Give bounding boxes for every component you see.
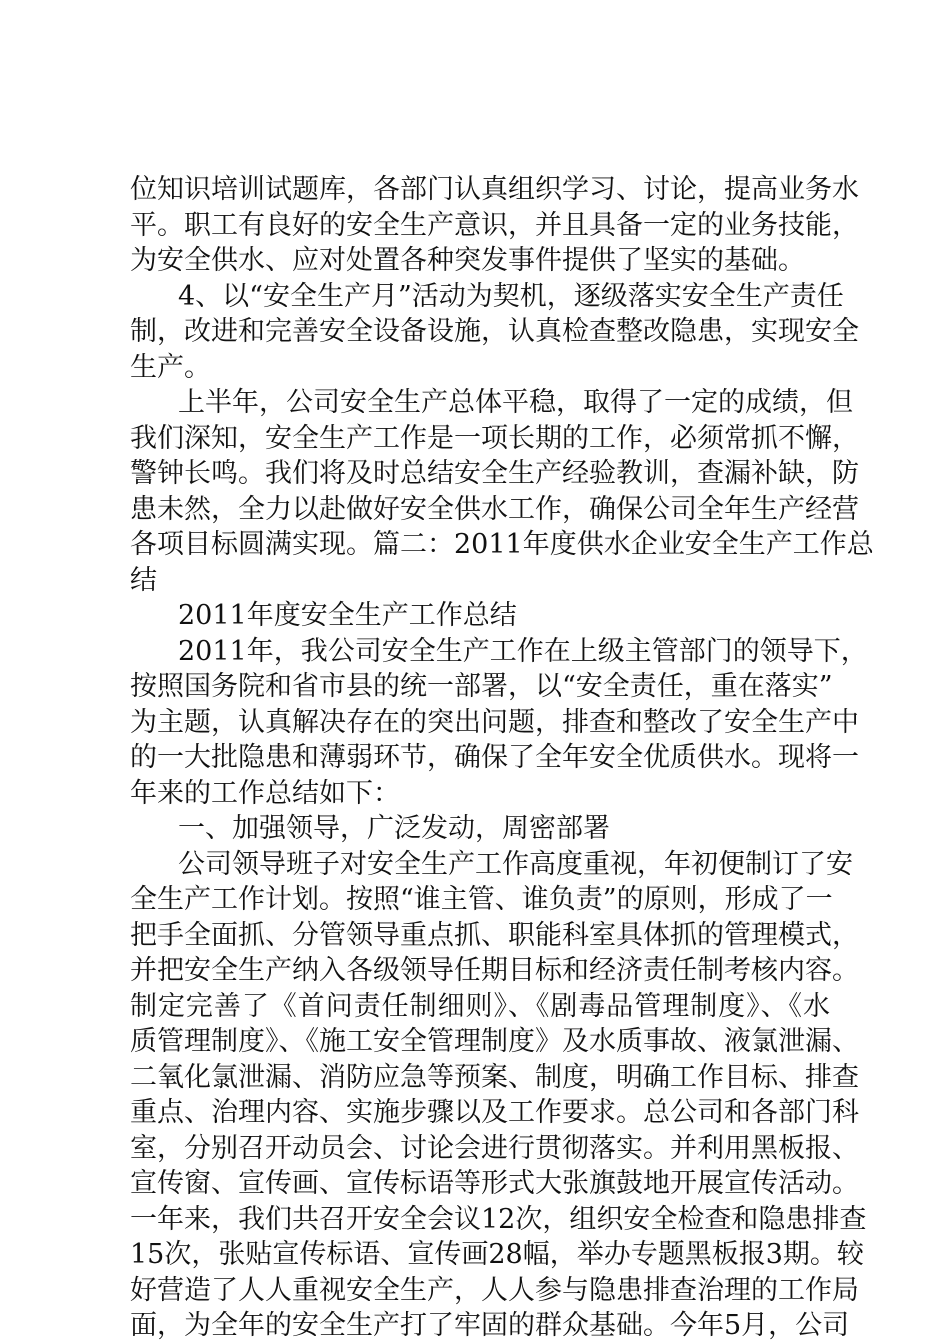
text-line: 好营造了人人重视安全生产，人人参与隐患排查治理的工作局 xyxy=(130,1274,859,1306)
text-line: 宣传窗、宣传画、宣传标语等形式大张旗鼓地开展宣传活动。 xyxy=(130,1168,859,1199)
text-line: 一年来，我们共召开安全会议12次，组织安全检查和隐患排查 xyxy=(130,1203,867,1235)
text-line: 平。职工有良好的安全生产意识，并且具备一定的业务技能， xyxy=(130,209,859,241)
text-line: 把手全面抓、分管领导重点抓、职能科室具体抓的管理模式， xyxy=(130,919,859,951)
text-line: 室，分别召开动员会、讨论会进行贯彻落实。并利用黑板报、 xyxy=(130,1132,859,1164)
text-line: 2011年度安全生产工作总结 xyxy=(178,600,517,631)
text-line: 警钟长鸣。我们将及时总结安全生产经验教训，查漏补缺，防 xyxy=(130,458,859,489)
text-line: 面，为全年的安全生产打了牢固的群众基础。今年5月，公司 xyxy=(130,1310,850,1341)
text-line: 制定完善了《首问责任制细则》、《剧毒品管理制度》、《水 xyxy=(130,990,830,1022)
text-line: 各项目标圆满实现。篇二：2011年度供水企业安全生产工作总 xyxy=(130,529,874,560)
text-line: 结 xyxy=(130,564,157,596)
text-line: 我们深知，安全生产工作是一项长期的工作，必须常抓不懈， xyxy=(130,422,859,454)
text-line: 上半年，公司安全生产总体平稳，取得了一定的成绩，但 xyxy=(178,387,853,418)
text-line: 的一大批隐患和薄弱环节，确保了全年安全优质供水。现将一 xyxy=(130,742,859,773)
text-line: 制，改进和完善安全设备设施，认真检查整改隐患，实现安全 xyxy=(130,316,859,347)
text-line: 生产。 xyxy=(130,351,211,383)
text-line: 按照国务院和省市县的统一部署，以“安全责任，重在落实” xyxy=(130,671,833,702)
text-line: 全生产工作计划。按照“谁主管、谁负责”的原则，形成了一 xyxy=(130,884,833,915)
text-line: 2011年，我公司安全生产工作在上级主管部门的领导下， xyxy=(178,635,868,667)
text-line: 为安全供水、应对处置各种突发事件提供了坚实的基础。 xyxy=(130,245,805,276)
text-line: 质管理制度》、《施工安全管理制度》及水质事故、液氯泄漏、 xyxy=(130,1026,859,1057)
text-line: 为主题，认真解决存在的突出问题，排查和整改了安全生产中 xyxy=(130,706,859,738)
text-line: 位知识培训试题库，各部门认真组织学习、讨论，提高业务水 xyxy=(130,174,859,205)
text-line: 患未然，全力以赴做好安全供水工作，确保公司全年生产经营 xyxy=(130,493,859,525)
text-line: 年来的工作总结如下： xyxy=(130,777,400,809)
text-line: 公司领导班子对安全生产工作高度重视，年初便制订了安 xyxy=(178,848,853,880)
text-line: 一、加强领导，广泛发动，周密部署 xyxy=(178,813,610,844)
text-line: 4、以“安全生产月”活动为契机，逐级落实安全生产责任 xyxy=(178,280,844,312)
document-body xyxy=(130,172,874,1344)
text-line: 15次，张贴宣传标语、宣传画28幅，举办专题黑板报3期。较 xyxy=(130,1239,864,1270)
text-line: 并把安全生产纳入各级领导任期目标和经济责任制考核内容。 xyxy=(130,955,859,986)
text-line: 重点、治理内容、实施步骤以及工作要求。总公司和各部门科 xyxy=(130,1097,859,1128)
text-line: 二氧化氯泄漏、消防应急等预案、制度，明确工作目标、排查 xyxy=(130,1061,859,1093)
